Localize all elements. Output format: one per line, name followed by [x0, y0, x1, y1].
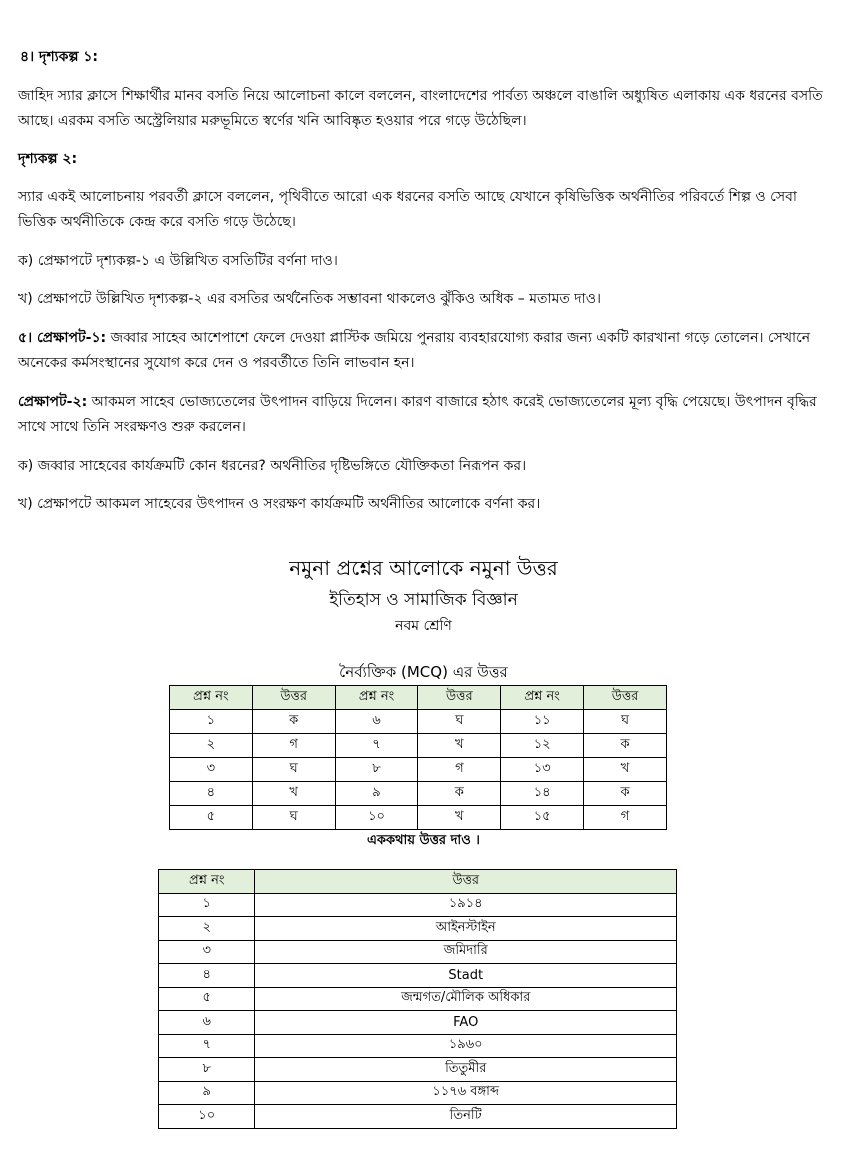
answers-title: নমুনা প্রশ্নের আলোকে নমুনা উত্তর — [289, 556, 558, 580]
mcq-cell: খ — [252, 782, 335, 806]
mcq-cell: গ — [252, 734, 335, 758]
mcq-cell: ক — [584, 734, 667, 758]
short-cell: ১১৭৬ বঙ্গাব্দ — [255, 1081, 677, 1105]
mcq-cell: গ — [418, 758, 501, 782]
short-cell: ১৯১৪ — [255, 893, 677, 917]
mcq-answer-table — [169, 685, 667, 830]
short-row — [159, 1034, 677, 1058]
mcq-cell: ১৫ — [501, 806, 584, 830]
mcq-header-cell: উত্তর — [418, 686, 501, 710]
short-caption: এককথায় উত্তর দাও । — [367, 833, 480, 848]
mcq-cell: খ — [418, 734, 501, 758]
short-cell: জন্মগত/মৌলিক অধিকার — [255, 987, 677, 1011]
short-cell: ৫ — [159, 987, 255, 1011]
short-header-cell: প্রশ্ন নং — [159, 870, 255, 894]
mcq-cell: ১২ — [501, 734, 584, 758]
short-cell: ৮ — [159, 1058, 255, 1082]
mcq-cell: ৩ — [170, 758, 253, 782]
mcq-cell: ৪ — [170, 782, 253, 806]
mcq-header-row — [170, 686, 667, 710]
mcq-cell: ১১ — [501, 710, 584, 734]
short-row — [159, 1105, 677, 1129]
mcq-cell: ১০ — [335, 806, 418, 830]
short-row — [159, 1058, 677, 1082]
short-cell: ৯ — [159, 1081, 255, 1105]
mcq-cell: ক — [584, 782, 667, 806]
q4-scenario-2: স্যার একই আলোচনায় পরবর্তী ক্লাসে বললেন, পৃথিবীতে আরো এক ধরনের বসতি আছে যেখানে কৃষিভিত্তিক অর্থনীতির পরিবর্তে শিল্প ও সেবা ভিত্তিক অর্থনীতিকে কেন্দ্র করে বসতি গড়ে উঠেছে। — [18, 189, 797, 230]
short-cell: ৭ — [159, 1034, 255, 1058]
mcq-cell: ১ — [170, 710, 253, 734]
short-row — [159, 940, 677, 964]
mcq-header-cell: উত্তর — [252, 686, 335, 710]
q5-question-b: খ) প্রেক্ষাপটে আকমল সাহেবের উৎপাদন ও সংরক্ষণ কার্যক্রমটি অর্থনীতির আলোকে বর্ণনা কর। — [18, 496, 541, 512]
short-cell: ১০ — [159, 1105, 255, 1129]
mcq-cell: ঘ — [584, 710, 667, 734]
short-row — [159, 964, 677, 988]
short-answer-table — [158, 869, 677, 1129]
mcq-header-cell: প্রশ্ন নং — [170, 686, 253, 710]
short-cell: ৩ — [159, 940, 255, 964]
short-row — [159, 917, 677, 941]
mcq-row — [170, 710, 667, 734]
q5-context-2 — [18, 390, 823, 440]
mcq-cell: ৫ — [170, 806, 253, 830]
mcq-caption: নৈর্ব্যক্তিক (MCQ) এর উত্তর — [339, 663, 508, 681]
short-cell: Stadt — [255, 964, 677, 988]
mcq-cell: ঘ — [418, 710, 501, 734]
short-header-row — [159, 870, 677, 894]
mcq-row — [170, 734, 667, 758]
mcq-cell: ৬ — [335, 710, 418, 734]
short-cell: জমিদারি — [255, 940, 677, 964]
mcq-cell: ৮ — [335, 758, 418, 782]
mcq-cell: খ — [584, 758, 667, 782]
short-header-cell: উত্তর — [255, 870, 677, 894]
mcq-row — [170, 782, 667, 806]
mcq-cell: ক — [252, 710, 335, 734]
short-row — [159, 1011, 677, 1035]
mcq-header-cell: প্রশ্ন নং — [335, 686, 418, 710]
q5-context-1 — [18, 326, 823, 376]
mcq-cell: খ — [418, 806, 501, 830]
q4-heading: ৪। দৃশ্যকল্প ১: — [20, 49, 99, 65]
short-cell: তিতুমীর — [255, 1058, 677, 1082]
q5-label-1: ৫। প্রেক্ষাপট-১: — [18, 330, 107, 346]
mcq-cell: গ — [584, 806, 667, 830]
mcq-header-cell: প্রশ্ন নং — [501, 686, 584, 710]
q4-question-b: খ) প্রেক্ষাপটে উল্লিখিত দৃশ্যকল্প-২ এর বসতির অর্থনৈতিক সম্ভাবনা থাকলেও ঝুঁকিও অধিক – মতামত দাও। — [18, 291, 602, 307]
q4-heading-2: দৃশ্যকল্প ২: — [18, 151, 78, 167]
q5-context-1-text: জব্বার সাহেব আশেপাশে ফেলে দেওয়া প্লাস্টিক জমিয়ে পুনরায় ব্যবহারযোগ্য করার জন্য একটি কারখানা গড়ে তোলেন। সেখানে অনেকের কর্মসংস্থানের সুযোগ করে দেন ও পরবর্তীতে তিনি লাভবান হন। — [18, 330, 811, 371]
mcq-cell: ২ — [170, 734, 253, 758]
answers-subject: ইতিহাস ও সামাজিক বিজ্ঞান — [329, 590, 518, 610]
mcq-row — [170, 758, 667, 782]
short-row — [159, 987, 677, 1011]
q4-scenario-1: জাহিদ স্যার ক্লাসে শিক্ষার্থীর মানব বসতি নিয়ে আলোচনা কালে বললেন, বাংলাদেশের পার্বত্য অঞ্চলে বাঙালি অধ্যুষিত এলাকায় এক ধরনের বসতি আছে। এরকম বসতি অস্ট্রেলিয়ার মরুভূমিতে স্বর্ণের খনি আবিষ্কৃত হওয়ার পরে গড়ে উঠেছিল। — [18, 88, 823, 129]
short-cell: FAO — [255, 1011, 677, 1035]
mcq-cell: ১৪ — [501, 782, 584, 806]
mcq-cell: ৯ — [335, 782, 418, 806]
q5-context-2-text: আকমল সাহেব ভোজ্যতেলের উৎপাদন বাড়িয়ে দিলেন। কারণ বাজারে হঠাৎ করেই ভোজ্যতেলের মূল্য বৃদ্ধি পেয়েছে। উৎপাদন বৃদ্ধির সাথে সাথে তিনি সংরক্ষণও শুরু করলেন। — [18, 394, 817, 435]
short-row — [159, 1081, 677, 1105]
q5-label-2: প্রেক্ষাপট-২: — [18, 394, 88, 410]
answers-class: নবম শ্রেণি — [395, 618, 452, 634]
short-cell: তিনটি — [255, 1105, 677, 1129]
short-cell: ২ — [159, 917, 255, 941]
short-cell: ১৯৬০ — [255, 1034, 677, 1058]
mcq-cell: ঘ — [252, 758, 335, 782]
q4-question-a: ক) প্রেক্ষাপটে দৃশ্যকল্প-১ এ উল্লিখিত বসতিটির বর্ণনা দাও। — [18, 253, 338, 269]
mcq-cell: ক — [418, 782, 501, 806]
short-cell: ৪ — [159, 964, 255, 988]
short-cell: আইনস্টাইন — [255, 917, 677, 941]
q5-question-a: ক) জব্বার সাহেবের কার্যক্রমটি কোন ধরনের? অর্থনীতির দৃষ্টিভঙ্গিতে যৌক্তিকতা নিরূপন কর। — [18, 458, 527, 474]
short-cell: ৬ — [159, 1011, 255, 1035]
short-row — [159, 893, 677, 917]
mcq-cell: ৭ — [335, 734, 418, 758]
mcq-row — [170, 806, 667, 830]
mcq-cell: ১৩ — [501, 758, 584, 782]
mcq-cell: ঘ — [252, 806, 335, 830]
mcq-header-cell: উত্তর — [584, 686, 667, 710]
short-cell: ১ — [159, 893, 255, 917]
